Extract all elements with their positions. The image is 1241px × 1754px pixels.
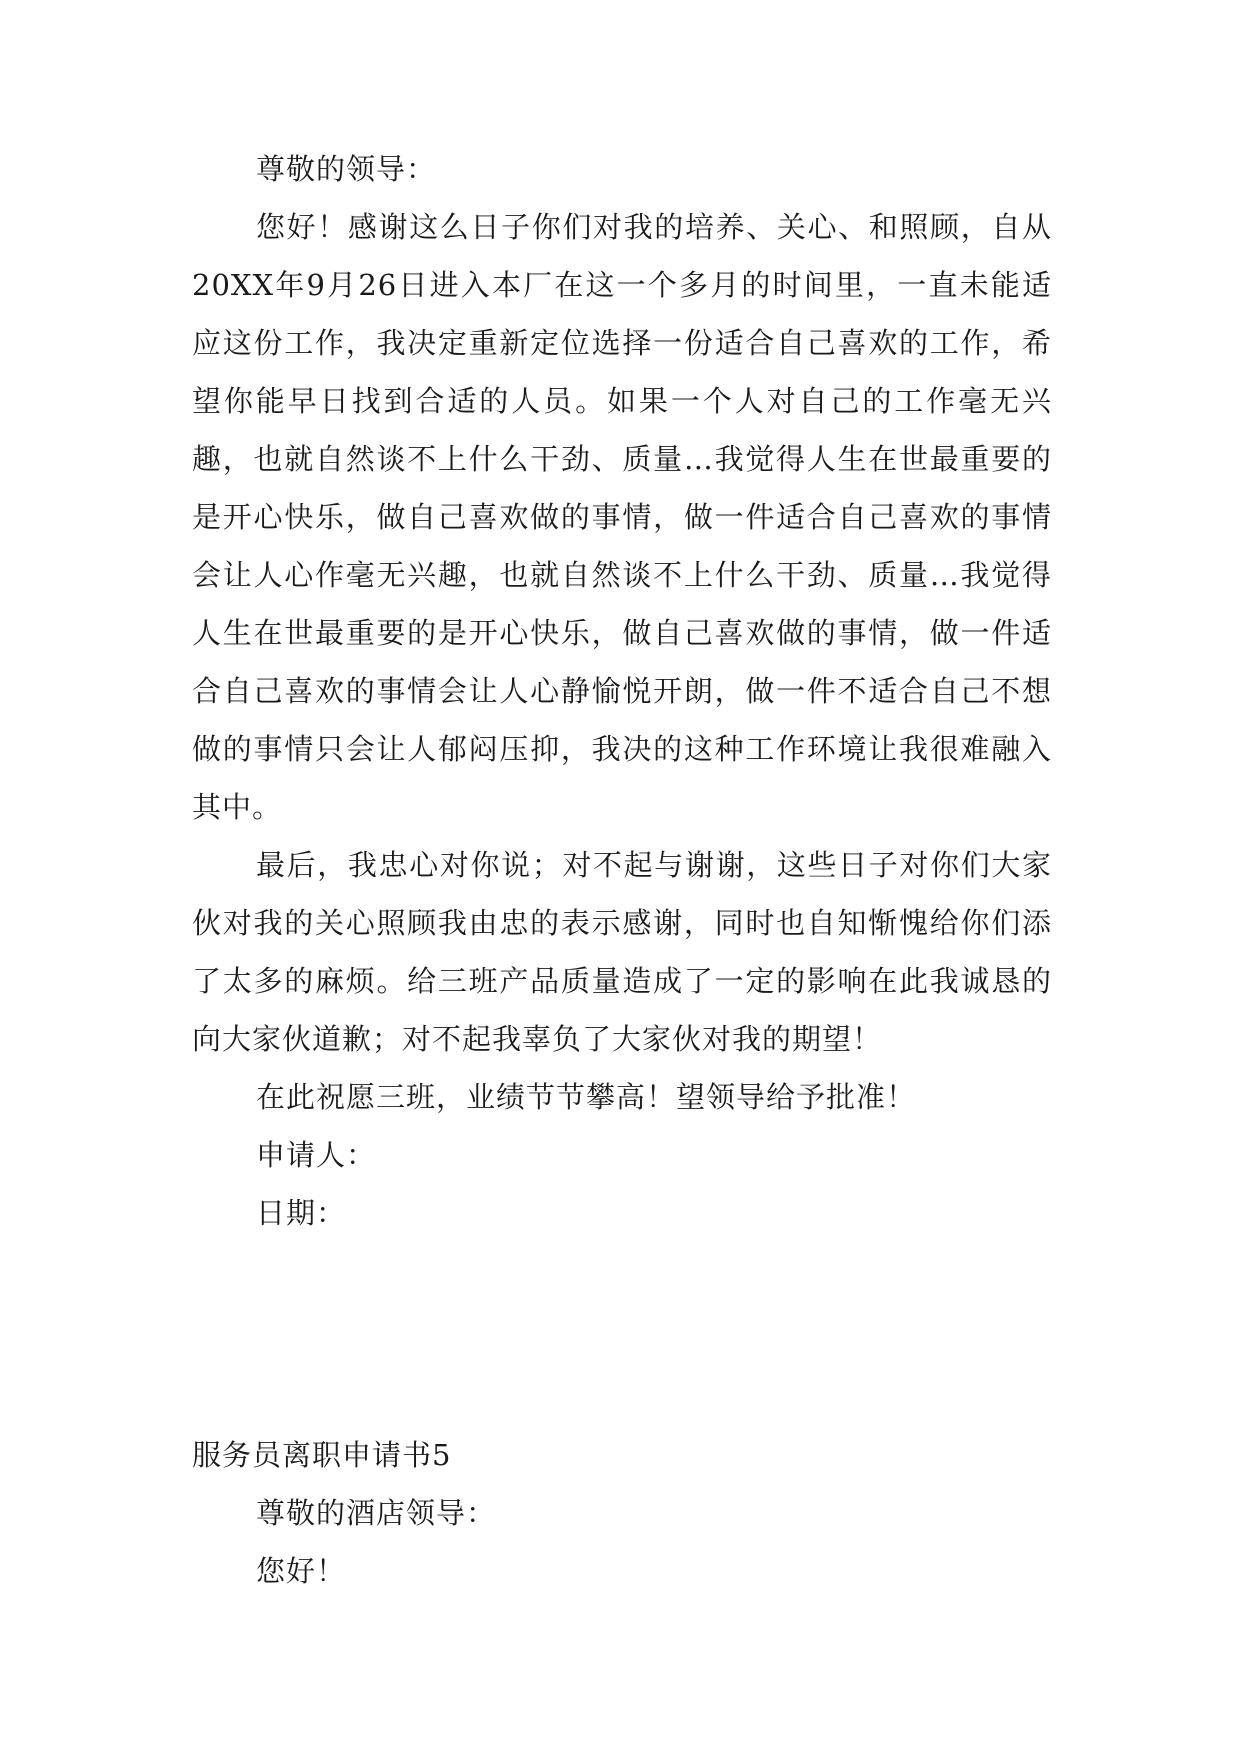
salutation: 尊敬的领导： [256, 152, 437, 186]
body-paragraph-2: 最后，我忠心对你说；对不起与谢谢，这些日子对你们大家伙对我的关心照顾我由忠的表示感谢，同时也自知惭愧给你们添了太多的麻烦。给三班产品质量造成了一定的影响在此我诚恳的向大家伙道歉；对不起我辜负了大家伙对我的期望！ [192, 848, 1052, 1056]
greeting: 您好！ [256, 1554, 347, 1588]
applicant-label: 申请人： [256, 1138, 377, 1172]
closing-line: 在此祝愿三班，业绩节节攀高！望领导给予批准！ [256, 1080, 917, 1114]
letter-2 [192, 1426, 1052, 1600]
section-title: 服务员离职申请书5 [192, 1438, 452, 1472]
salutation-2: 尊敬的酒店领导： [256, 1496, 497, 1530]
date-label: 日期： [256, 1196, 347, 1230]
body-paragraph-1: 您好！感谢这么日子你们对我的培养、关心、和照顾，自从20XX年9月26日进入本厂在这一个多月的时间里，一直未能适应这份工作，我决定重新定位选择一份适合自己喜欢的工作，希望你能早日找到合适的人员。如果一个人对自己的工作毫无兴趣，也就自然谈不上什么干劲、质量…我觉得人生在世最重要的是开心快乐，做自己喜欢做的事情，做一件适合自己喜欢的事情会让人心作毫无兴趣，也就自然谈不上什么干劲、质量…我觉得人生在世最重要的是开心快乐，做自己喜欢做的事情，做一件适合自己喜欢的事情会让人心静愉悦开朗，做一件不适合自己不想做的事情只会让人郁闷压抑，我决的这种工作环境让我很难融入其中。 [192, 210, 1052, 824]
letter-1 [192, 140, 1052, 1242]
